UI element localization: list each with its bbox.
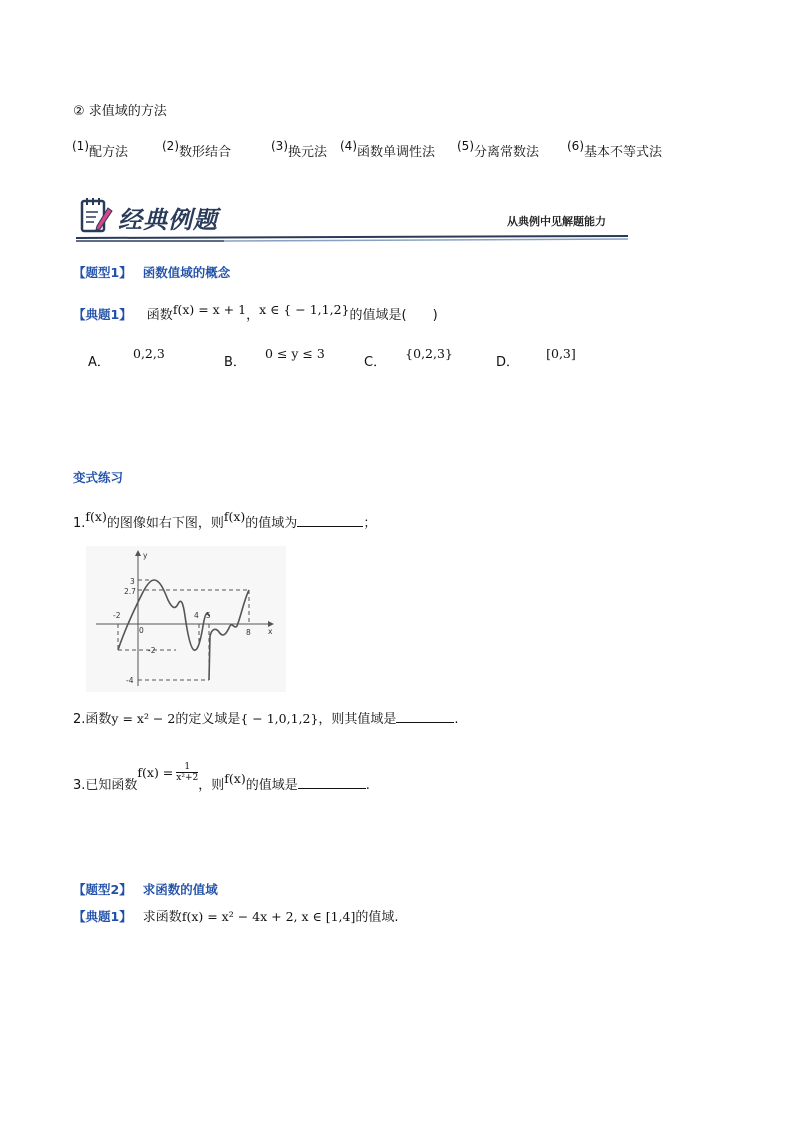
x-tick-4: 4: [194, 611, 199, 620]
y-tick-2-7: 2.7: [124, 587, 136, 596]
method-number: (5): [457, 139, 474, 153]
example-tag: 【典题1】: [73, 307, 132, 322]
function-graph: [86, 546, 286, 692]
method-label: 基本不等式法: [584, 145, 663, 160]
q2-set: { − 1,0,1,2}: [240, 711, 319, 726]
notebook-pencil-icon: [78, 196, 114, 236]
question-2: [73, 708, 459, 728]
q1-number: 1.: [73, 516, 86, 531]
example-suffix: 的值域是( ): [349, 308, 438, 323]
type1-tag: 【题型1】: [73, 265, 132, 280]
method-item: [271, 141, 327, 161]
q3-fx: f(x) =: [137, 765, 174, 780]
q1-fx: f(x): [85, 509, 107, 524]
y-axis-label: y: [143, 551, 148, 560]
type2-title: 求函数的值域: [142, 882, 218, 897]
method-label: 换元法: [288, 145, 328, 160]
q3-function: [137, 762, 198, 783]
question-1: [73, 509, 377, 532]
x-axis-label: x: [268, 627, 273, 636]
option-letter: C．: [364, 355, 387, 370]
q2-suffix: ，则其值域是: [318, 712, 397, 727]
type2-prefix: 求函数: [142, 910, 182, 925]
method-item: [340, 141, 435, 161]
q3-end: .: [365, 778, 370, 793]
option-value: 0,2,3: [133, 346, 165, 361]
y-tick-neg2: -2: [148, 646, 156, 655]
x-tick-8: 8: [246, 628, 251, 637]
section-banner: [74, 194, 634, 246]
y-tick-neg4: -4: [126, 676, 134, 685]
q3-fraction: [176, 762, 198, 783]
q1-text1: 的图像如右下图，则: [106, 516, 224, 531]
type2-heading: [73, 879, 218, 898]
example-comma: ，: [246, 308, 260, 323]
method-item: [72, 141, 128, 161]
method-label: 数形结合: [179, 145, 232, 160]
banner-title: 经典例题: [118, 205, 218, 234]
q2-expression: y = x² − 2: [111, 711, 176, 726]
x-tick-5: 5: [206, 611, 211, 620]
q3-fx2: f(x): [224, 771, 246, 786]
practice-heading: 变式练习: [73, 470, 124, 485]
q3-suffix: 的值域是: [245, 778, 298, 793]
method-label: 函数单调性法: [357, 145, 436, 160]
type2-tag: 【题型2】: [73, 882, 132, 897]
q1-fx2: f(x): [223, 509, 246, 524]
q1-answer-blank[interactable]: [297, 514, 363, 527]
method-number: (3): [271, 139, 288, 153]
q3-numerator: 1: [176, 762, 198, 773]
option-b[interactable]: [224, 343, 325, 370]
type2-expression: f(x) = x² − 4x + 2, x ∈ [1,4]: [181, 909, 356, 924]
type2-example-tag: 【典题1】: [73, 909, 132, 924]
y-tick-3: 3: [130, 577, 135, 586]
method-number: (4): [340, 139, 357, 153]
methods-heading: ② 求值域的方法: [73, 104, 167, 119]
q3-prefix: 3.已知函数: [73, 778, 138, 793]
x-tick-0: 0: [139, 626, 144, 635]
q2-prefix: 2.函数: [73, 712, 112, 727]
type1-title: 函数值域的概念: [142, 265, 231, 280]
x-tick-neg2: -2: [113, 611, 121, 620]
option-letter: B．: [224, 355, 246, 370]
option-letter: A．: [88, 355, 110, 370]
method-number: (1): [72, 139, 89, 153]
q3-denominator: x²+2: [176, 773, 199, 783]
method-label: 分离常数法: [474, 145, 540, 160]
q1-text2: 的值域为: [245, 516, 298, 531]
type2-suffix: 的值域.: [355, 910, 399, 925]
option-d[interactable]: [496, 343, 576, 370]
q3-answer-blank[interactable]: [298, 776, 366, 789]
method-item: [457, 141, 539, 161]
question-3: [73, 762, 370, 795]
method-item: [162, 141, 231, 161]
option-a[interactable]: [88, 343, 165, 370]
option-letter: D．: [496, 355, 520, 370]
example-function: f(x) = x + 1: [172, 302, 247, 317]
option-c[interactable]: [364, 343, 453, 370]
q1-end: ；: [363, 516, 377, 531]
method-number: (6): [567, 139, 584, 153]
method-label: 配方法: [89, 145, 129, 160]
example-prefix: 函数: [146, 308, 173, 323]
example-domain: x ∈ { − 1,1,2}: [259, 302, 350, 317]
q2-answer-blank[interactable]: [396, 710, 454, 723]
type1-heading: [73, 262, 230, 281]
q2-middle: 的定义域是: [175, 712, 241, 727]
type1-example: [73, 304, 438, 324]
option-value: 0 ≤ y ≤ 3: [265, 346, 325, 361]
option-value: [0,3]: [546, 346, 576, 361]
method-item: [567, 141, 662, 161]
type2-example: [73, 906, 399, 926]
q2-end: .: [454, 712, 459, 727]
method-number: (2): [162, 139, 179, 153]
banner-slogan: 从典例中见解题能力: [507, 215, 606, 228]
option-value: {0,2,3}: [405, 346, 453, 361]
q3-middle: ，则: [198, 778, 225, 793]
